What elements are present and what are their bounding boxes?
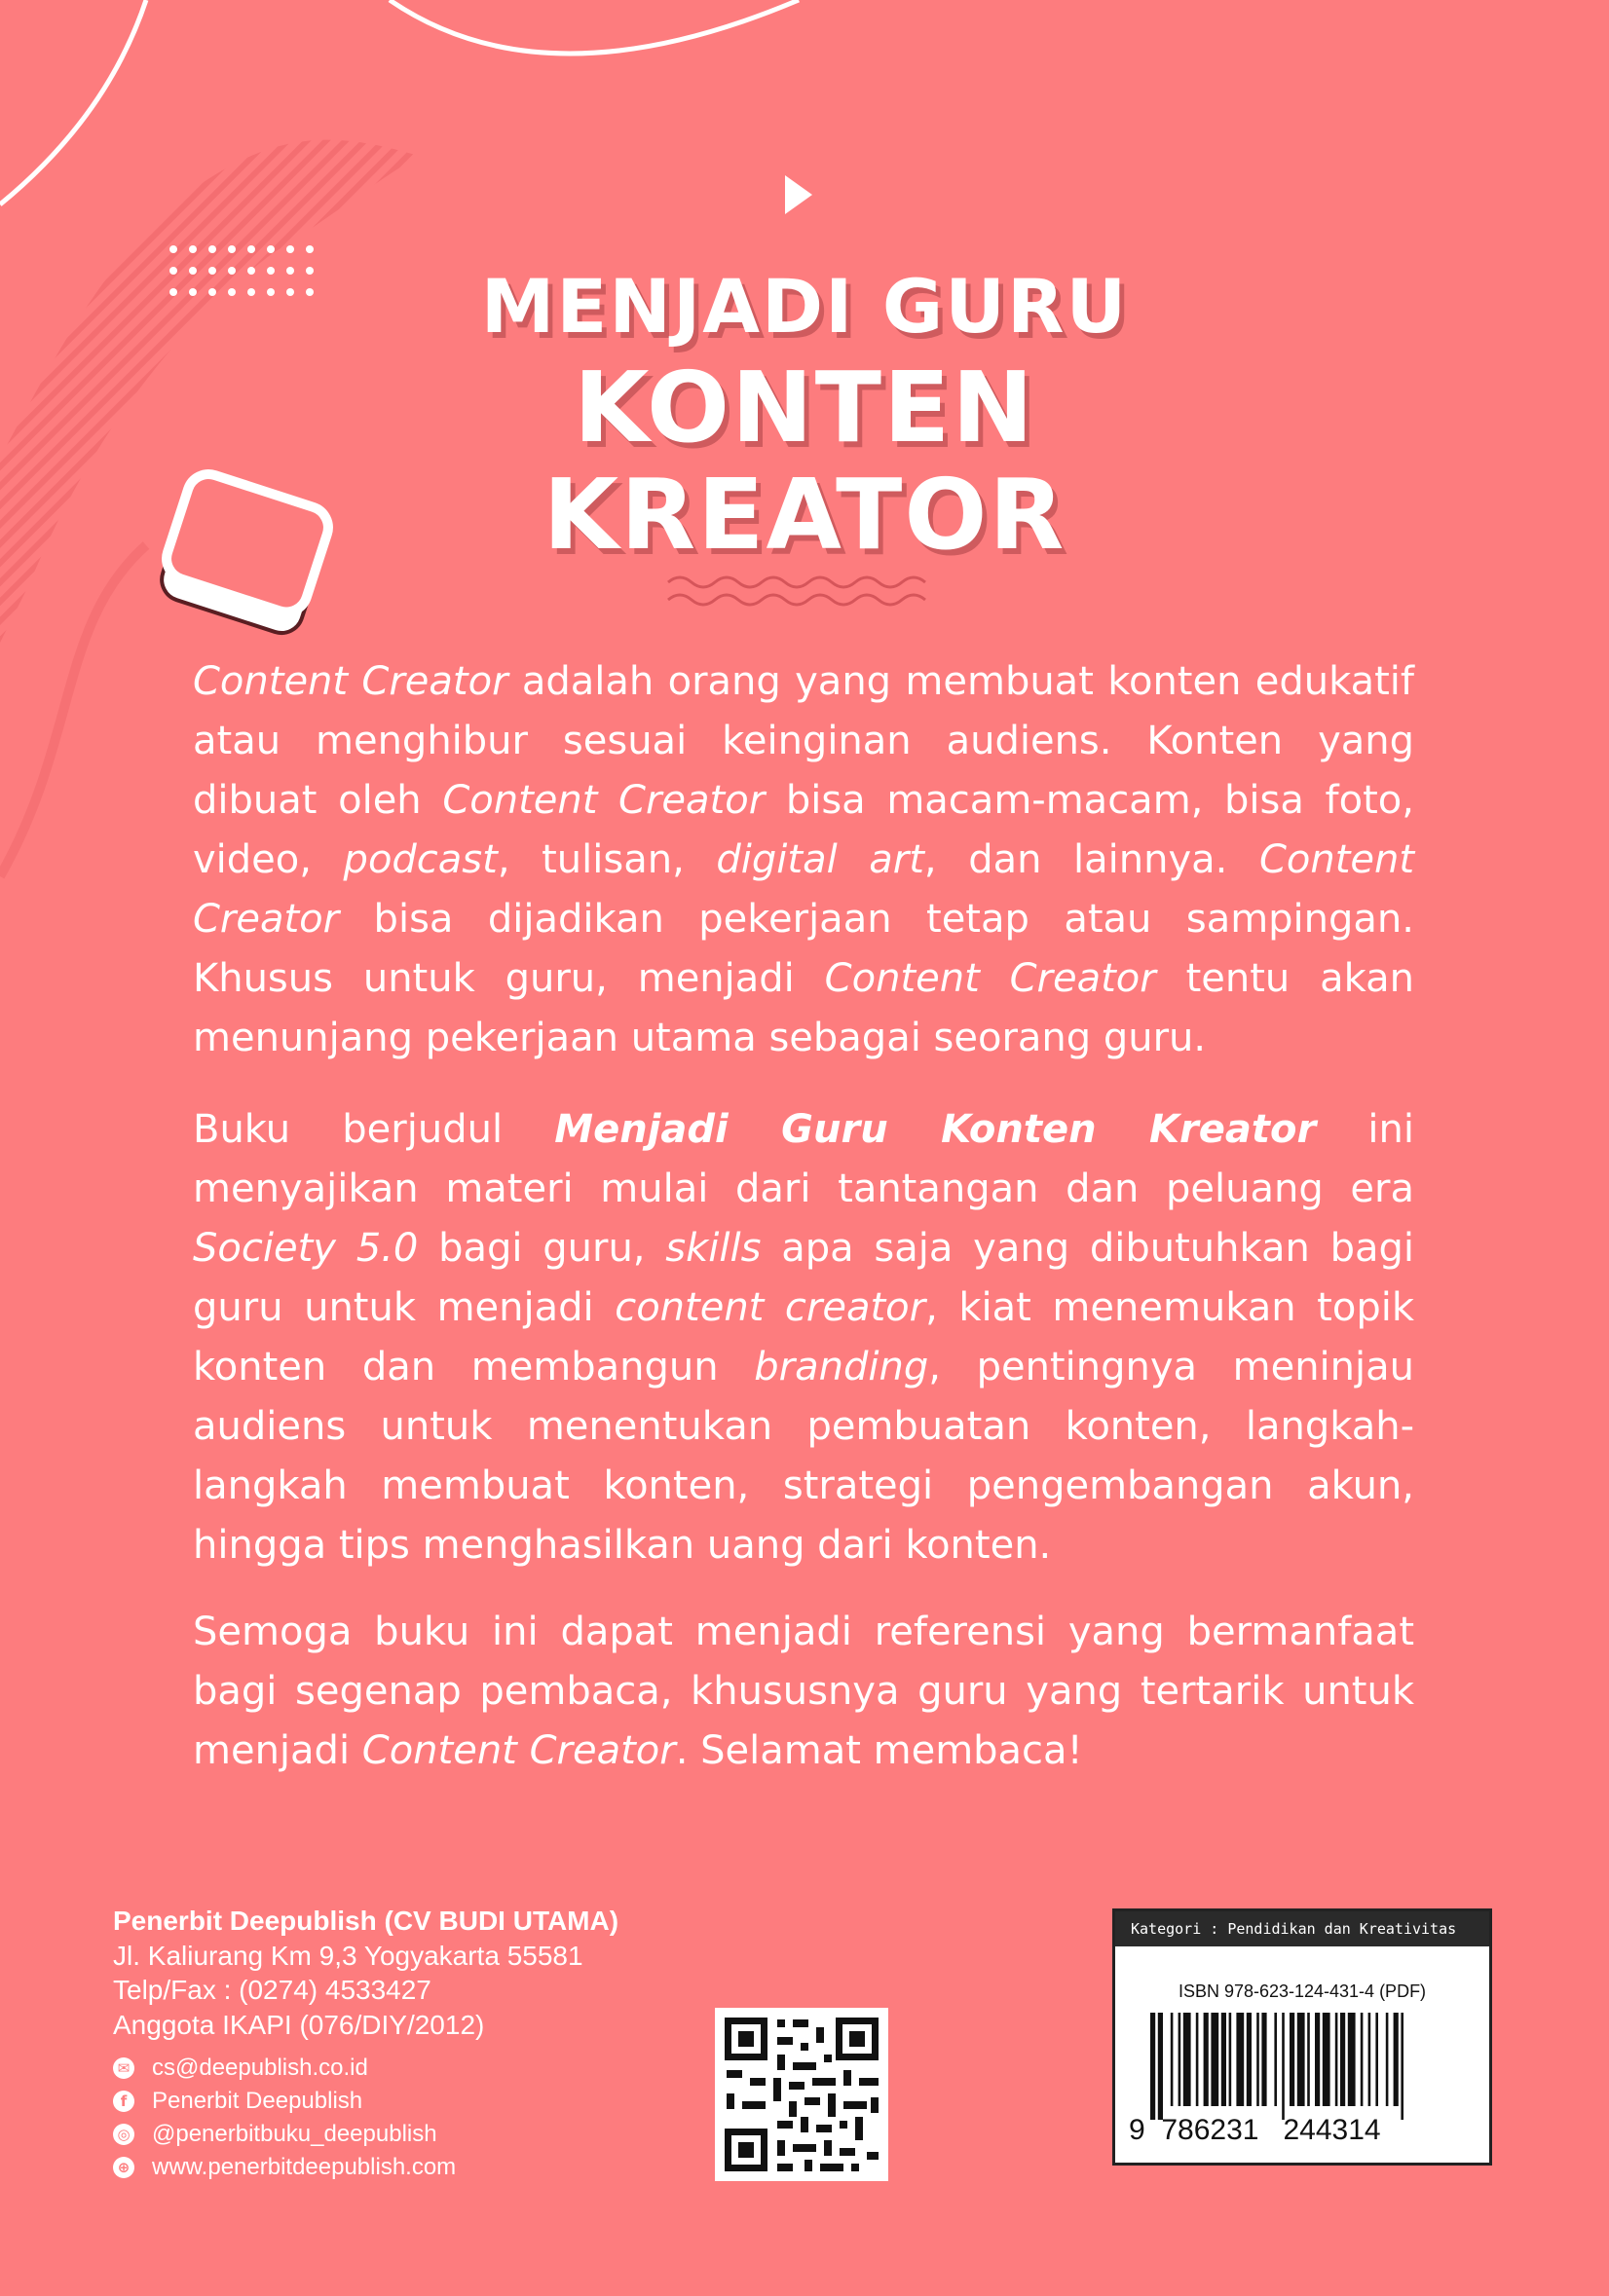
email-text: cs@deepublish.co.id [152,2055,368,2081]
barcode-bar [1247,2013,1252,2106]
synopsis-paragraph-2 [193,1100,1414,1575]
facebook-icon: f [113,2091,134,2112]
emphasis: Content Creator [193,837,1415,942]
text: , tulisan, [497,837,717,882]
text: , pentingnya meninjau audiens untuk menentukan pembuatan konten, langkah-langkah membuat konten, strategi pengembangan akun, hingga tips menghasilkan uang dari konten. [193,1345,1414,1568]
isbn-barcode-box [1112,1908,1492,2166]
text: apa saja yang dibutuhkan bagi guru untuk menjadi [193,1226,1414,1330]
emphasis: branding [754,1345,929,1389]
instagram-icon: ◎ [113,2124,134,2145]
barcode-bar [1204,2013,1209,2106]
text: , dan lainnya. [923,837,1259,882]
contact-instagram[interactable] [113,2121,437,2148]
text: adalah orang yang membuat konten edukatif atau menghibur sesuai keinginan audiens. Konten yang dibuat oleh [193,659,1414,823]
emphasis: skills [665,1226,762,1271]
text: Semoga buku ini dapat menjadi referensi yang bermanfaat bagi segenap pembaca, khususnya guru yang tertarik untuk menjadi [193,1610,1414,1773]
book-title-emphasis: Menjadi Guru Konten Kreator [554,1107,1317,1152]
emphasis: Content Creator [193,659,508,704]
text: tentu akan menunjang pekerjaan utama sebagai seorang guru. [193,956,1414,1060]
barcode-bar [1236,2013,1244,2106]
emphasis: podcast [343,837,498,882]
book-title-line-3: KREATOR [543,458,1066,572]
barcode-bar [1196,2013,1199,2106]
publisher-name: Penerbit Deepublish (CV BUDI UTAMA) [113,1906,619,1936]
emphasis: Content Creator [824,956,1156,1001]
emphasis: Content Creator [442,778,766,823]
emphasis: Society 5.0 [193,1226,419,1271]
barcode-bar [1375,2013,1378,2106]
publisher-telfax: Telp/Fax : (0274) 4533427 [113,1975,431,2005]
contact-website[interactable] [113,2154,456,2181]
barcode-bar [1323,2013,1330,2106]
barcode-bar [1158,2013,1163,2120]
book-title-line-2: KONTEN [574,351,1035,464]
barcode-bar [1401,2013,1403,2120]
barcode-bar [1171,2013,1174,2106]
facebook-text: Penerbit Deepublish [152,2088,363,2114]
text: Buku berjudul [193,1107,555,1152]
barcode-bar [1315,2013,1320,2106]
qr-code[interactable] [715,2008,888,2181]
publisher-address: Jl. Kaliurang Km 9,3 Yogyakarta 55581 [113,1941,583,1971]
barcode-bar [1274,2013,1277,2106]
text: ini menyajikan materi mulai dari tantangan dan peluang era [193,1107,1414,1211]
publisher-ikapi: Anggota IKAPI (076/DIY/2012) [113,2010,485,2040]
barcode-bar [1348,2013,1356,2106]
contact-facebook[interactable] [113,2088,362,2115]
website-text: www.penerbitdeepublish.com [152,2154,457,2180]
barcode-bar [1361,2013,1364,2106]
barcode-bar [1307,2013,1310,2106]
barcode-bar [1335,2013,1338,2106]
contact-email[interactable] [113,2055,368,2082]
text: bisa macam-macam, bisa foto, video, [193,778,1414,882]
barcode-bar [1368,2013,1371,2106]
synopsis-paragraph-3 [193,1603,1414,1781]
barcode-bar [1290,2013,1294,2106]
emphasis: content creator [615,1285,926,1330]
text: bagi guru, [418,1226,666,1271]
barcode-bar [1386,2013,1389,2106]
emphasis: digital art [716,837,924,882]
barcode-bar [1394,2013,1399,2106]
text: bisa dijadikan pekerjaan tetap atau sampingan. Khusus untuk guru, menjadi [193,897,1414,1001]
instagram-text: @penerbitbuku_deepublish [152,2121,437,2147]
barcode-bar [1221,2013,1226,2106]
barcode-bar [1261,2013,1266,2106]
barcode-bar [1256,2013,1259,2106]
barcode-bar [1211,2013,1218,2106]
book-title-line-1: MENJADI GURU [480,263,1129,350]
barcode-bar [1229,2013,1232,2106]
text: . Selamat membaca! [675,1728,1083,1773]
category-label: Kategori : Pendidikan dan Kreativitas [1115,1911,1489,1946]
barcode-bar [1183,2013,1191,2106]
barcode-bar [1282,2013,1285,2120]
globe-icon: ⊕ [113,2157,134,2178]
barcode-digits: 9 786231 244314 [1129,2114,1381,2146]
text: , kiat menemukan topik konten dan membangun [193,1285,1414,1389]
isbn-text: ISBN 978-623-124-431-4 (PDF) [1178,1981,1427,2001]
barcode-bar [1150,2013,1155,2120]
email-icon: ✉ [113,2057,134,2079]
emphasis: Content Creator [361,1728,676,1773]
barcode-bar [1340,2013,1345,2106]
barcode-bar [1179,2013,1181,2106]
barcode-bars [1150,2013,1456,2120]
barcode-bar [1297,2013,1305,2106]
synopsis-paragraph-1 [193,652,1414,1068]
